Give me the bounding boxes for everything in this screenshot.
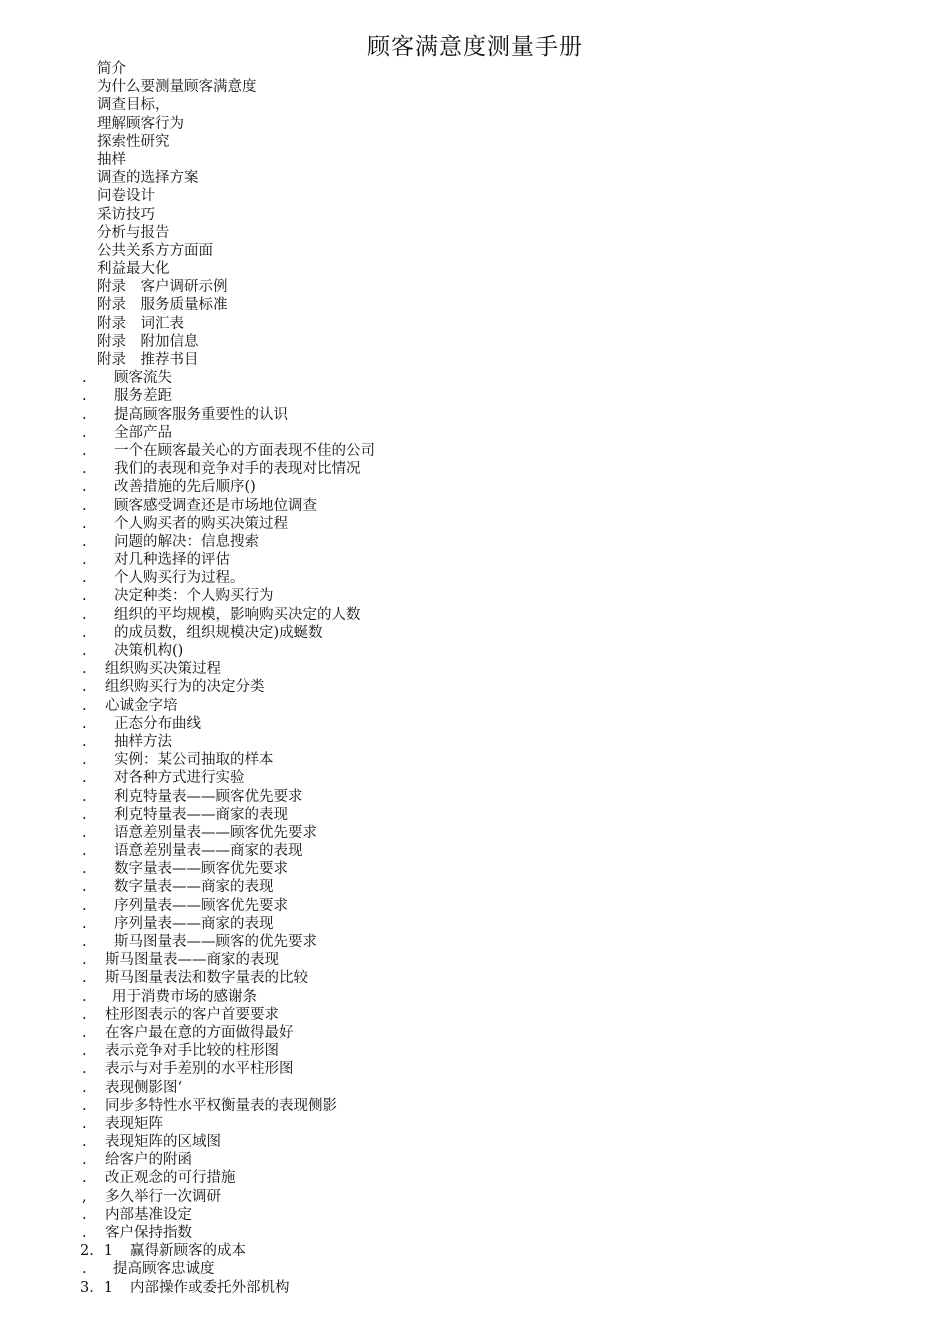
- toc-entry: [0, 897, 950, 915]
- toc-entry: [0, 478, 950, 496]
- toc-entry-text: 同步多特性水平权衡量表的表现侧影: [105, 1097, 337, 1114]
- toc-entry-marker: .: [82, 824, 87, 841]
- toc-entry: [0, 878, 950, 896]
- toc-entry-marker: .: [82, 533, 87, 550]
- toc-entry: [0, 1097, 950, 1115]
- toc-entry-text: 利益最大化: [97, 261, 170, 278]
- toc-entry: [0, 151, 950, 169]
- toc-entry: [0, 1006, 950, 1024]
- toc-entry-marker: .: [82, 861, 87, 878]
- toc-entry: [0, 296, 950, 314]
- toc-entry-text: 我们的表现和竞争对手的表现对比情况: [114, 461, 361, 478]
- toc-entry-marker: .: [82, 1024, 87, 1041]
- toc-entry: [0, 860, 950, 878]
- table-of-contents: [0, 60, 950, 1297]
- toc-entry-marker: .: [82, 515, 87, 532]
- toc-entry-text: 多久举行一次调研: [105, 1188, 221, 1205]
- toc-entry-text: 决定种类：个人购买行为: [114, 588, 274, 605]
- toc-entry-text: 调查目标，: [97, 97, 170, 114]
- toc-entry-text: 分析与报告: [97, 224, 170, 241]
- toc-entry-text: 附录 词汇表: [97, 315, 184, 332]
- toc-entry-marker: .: [82, 752, 87, 769]
- toc-entry-marker: .: [82, 661, 87, 678]
- toc-entry-text: 表示与对手差别的水平柱形图: [105, 1061, 294, 1078]
- toc-entry: [0, 1206, 950, 1224]
- toc-entry: [0, 751, 950, 769]
- toc-entry: [0, 969, 950, 987]
- toc-entry-marker: .: [82, 497, 87, 514]
- toc-entry-marker: .: [82, 1079, 87, 1096]
- toc-entry-marker: .: [82, 679, 87, 696]
- toc-entry-text: 改正观念的可行措施: [105, 1170, 236, 1187]
- toc-entry-marker: ,: [82, 1188, 87, 1205]
- toc-entry: [0, 497, 950, 515]
- toc-entry-text: 组织购买决策过程: [105, 661, 221, 678]
- toc-entry-marker: .: [82, 988, 87, 1005]
- toc-entry-text: 内部基准设定: [105, 1206, 192, 1223]
- toc-entry: [0, 460, 950, 478]
- toc-entry-text: 提高顾客忠诚度: [113, 1261, 215, 1278]
- toc-entry: [0, 1260, 950, 1278]
- toc-entry-text: 提高顾客服务重要性的认识: [114, 406, 288, 423]
- toc-entry-marker: .: [82, 1097, 87, 1114]
- toc-entry-text: 全部产品: [114, 424, 172, 441]
- toc-entry-text: 对各种方式进行实验: [114, 770, 245, 787]
- toc-entry: [0, 333, 950, 351]
- toc-entry-text: 顾客流失: [114, 370, 172, 387]
- toc-entry: [0, 1188, 950, 1206]
- toc-entry-text: 个人购买者的购买决策过程: [114, 515, 288, 532]
- toc-entry: [0, 769, 950, 787]
- toc-entry-marker: .: [82, 1061, 87, 1078]
- toc-entry-text: 数字量表——商家的表现: [114, 879, 274, 896]
- toc-entry-text: 一个在顾客最关心的方面表现不佳的公司: [114, 442, 375, 459]
- toc-entry-text: 赢得新顾客的成本: [130, 1243, 246, 1260]
- toc-entry-text: 利克特量表——商家的表现: [114, 806, 288, 823]
- toc-entry-text: 附录 服务质量标准: [97, 297, 228, 314]
- toc-entry-marker: .: [82, 952, 87, 969]
- toc-entry-text: 的成员数，组织规模决定)成蜒数: [114, 624, 323, 641]
- toc-entry: [0, 915, 950, 933]
- toc-entry-text: 改善措施的先后顺序(): [114, 479, 256, 496]
- toc-entry: [0, 115, 950, 133]
- toc-entry-text: 附录 附加信息: [97, 333, 199, 350]
- toc-entry: [0, 1151, 950, 1169]
- toc-entry: [0, 1115, 950, 1133]
- toc-entry-marker: .: [82, 697, 87, 714]
- toc-entry-marker: .: [82, 461, 87, 478]
- toc-entry: [0, 1042, 950, 1060]
- toc-entry: [0, 1079, 950, 1097]
- toc-entry: [0, 206, 950, 224]
- toc-entry-marker: .: [82, 552, 87, 569]
- toc-entry-text: 对几种选择的评估: [114, 552, 230, 569]
- toc-entry: [0, 369, 950, 387]
- toc-entry-marker: .: [82, 1152, 87, 1169]
- toc-entry-text: 公共关系方方面面: [97, 242, 213, 259]
- toc-entry: [0, 442, 950, 460]
- toc-entry: [0, 1279, 950, 1297]
- toc-entry-text: 调查的选择方案: [97, 170, 199, 187]
- toc-entry: [0, 78, 950, 96]
- toc-entry-text: 客户保持指数: [105, 1225, 192, 1241]
- toc-entry-text: 表现矩阵的区域图: [105, 1134, 221, 1151]
- toc-entry: [0, 824, 950, 842]
- toc-entry: [0, 642, 950, 660]
- toc-entry-text: 顾客感受调查还是市场地位调查: [114, 497, 317, 514]
- toc-entry: [0, 1169, 950, 1187]
- toc-entry-text: 组织的平均规模，影响购买决定的人数: [114, 606, 361, 623]
- toc-entry: [0, 224, 950, 242]
- toc-entry: [0, 660, 950, 678]
- toc-entry-marker: .: [82, 624, 87, 641]
- toc-entry-text: 附录 推荐书目: [97, 352, 199, 368]
- toc-entry-text: 表现矩阵: [105, 1115, 163, 1132]
- toc-entry-marker: .: [82, 843, 87, 860]
- toc-entry: [0, 351, 950, 369]
- toc-entry: [0, 533, 950, 551]
- toc-entry: [0, 551, 950, 569]
- toc-entry-marker: .: [82, 770, 87, 787]
- toc-entry-text: 斯马图量表——顾客的优先要求: [114, 934, 317, 950]
- toc-entry-text: 抽样方法: [114, 733, 172, 750]
- toc-entry-text: 正态分布曲线: [114, 715, 201, 732]
- toc-entry-text: 心诚金字培: [105, 697, 178, 714]
- toc-entry: [0, 60, 950, 78]
- toc-entry-text: 为什么要测量顾客满意度: [97, 79, 257, 96]
- toc-entry: [0, 1024, 950, 1042]
- toc-entry-marker: .: [82, 606, 87, 623]
- toc-entry: [0, 951, 950, 969]
- toc-entry-marker: .: [82, 934, 87, 950]
- document-title: 顾客满意度测量手册: [367, 34, 583, 60]
- toc-entry-text: 附录 客户调研示例: [97, 279, 228, 296]
- toc-entry-marker: .: [82, 424, 87, 441]
- toc-entry-text: 序列量表——商家的表现: [114, 915, 274, 932]
- toc-entry-marker: .: [82, 442, 87, 459]
- toc-entry: [0, 1224, 950, 1242]
- toc-entry-marker: .: [82, 1006, 87, 1023]
- toc-entry: [0, 933, 950, 951]
- toc-entry-text: 语意差别量表——顾客优先要求: [114, 824, 317, 841]
- toc-entry: [0, 842, 950, 860]
- toc-entry-text: 组织购买行为的决定分类: [105, 679, 265, 696]
- toc-entry: [0, 788, 950, 806]
- toc-entry-text: 决策机构(): [114, 643, 184, 659]
- toc-entry-text: 内部操作或委托外部机构: [130, 1279, 290, 1296]
- toc-entry: [0, 715, 950, 733]
- toc-entry-marker: .: [82, 588, 87, 605]
- toc-entry-marker: .: [82, 897, 87, 914]
- toc-entry: [0, 1133, 950, 1151]
- toc-entry-marker: .: [82, 1043, 87, 1060]
- toc-entry-marker: .: [82, 643, 87, 659]
- toc-entry-text: 在客户最在意的方面做得最好: [105, 1024, 294, 1041]
- toc-entry: [0, 624, 950, 642]
- toc-entry: [0, 133, 950, 151]
- toc-entry-marker: .: [82, 1261, 87, 1278]
- toc-entry: [0, 569, 950, 587]
- toc-entry-text: 利克特量表——顾客优先要求: [114, 788, 303, 805]
- toc-entry-text: 语意差别量表——商家的表现: [114, 843, 303, 860]
- toc-entry: [0, 242, 950, 260]
- toc-entry-marker: 3．1: [80, 1279, 113, 1296]
- toc-entry: [0, 260, 950, 278]
- toc-entry-marker: .: [82, 479, 87, 496]
- toc-entry-text: 用于消费市场的感谢条: [112, 988, 257, 1005]
- toc-entry-marker: 2．1: [80, 1243, 113, 1260]
- toc-entry-text: 表现侧影图‘: [105, 1079, 183, 1096]
- toc-entry: [0, 1242, 950, 1260]
- toc-entry-text: 斯马图量表——商家的表现: [105, 952, 279, 969]
- toc-entry-text: 个人购买行为过程。: [114, 570, 245, 587]
- toc-entry: [0, 278, 950, 296]
- toc-entry-marker: .: [82, 806, 87, 823]
- toc-entry: [0, 187, 950, 205]
- toc-entry-text: 柱形图表示的客户首要要求: [105, 1006, 279, 1023]
- toc-entry: [0, 988, 950, 1006]
- toc-entry: [0, 697, 950, 715]
- toc-entry: [0, 96, 950, 114]
- toc-entry-text: 实例：某公司抽取的样本: [114, 752, 274, 769]
- toc-entry-text: 数字量表——顾客优先要求: [114, 861, 288, 878]
- toc-entry: [0, 406, 950, 424]
- toc-entry-text: 服务差距: [114, 388, 172, 405]
- toc-entry: [0, 733, 950, 751]
- toc-entry-marker: .: [82, 970, 87, 987]
- toc-entry: [0, 806, 950, 824]
- toc-entry-marker: .: [82, 788, 87, 805]
- toc-entry: [0, 606, 950, 624]
- toc-entry-text: 序列量表——顾客优先要求: [114, 897, 288, 914]
- toc-entry-marker: .: [82, 1170, 87, 1187]
- toc-entry: [0, 515, 950, 533]
- toc-entry-marker: .: [82, 388, 87, 405]
- toc-entry-marker: .: [82, 1206, 87, 1223]
- toc-entry: [0, 424, 950, 442]
- toc-entry-marker: .: [82, 733, 87, 750]
- toc-entry-marker: .: [82, 1134, 87, 1151]
- toc-entry-text: 给客户的附函: [105, 1152, 192, 1169]
- toc-entry-marker: .: [82, 879, 87, 896]
- toc-entry-text: 理解顾客行为: [97, 115, 184, 132]
- toc-entry-text: 采访技巧: [97, 206, 155, 223]
- toc-entry-marker: .: [82, 370, 87, 387]
- toc-entry-text: 抽样: [97, 151, 126, 168]
- toc-entry: [0, 315, 950, 333]
- toc-entry-marker: .: [82, 915, 87, 932]
- toc-entry: [0, 587, 950, 605]
- toc-entry-marker: .: [82, 570, 87, 587]
- toc-entry-text: 问卷设计: [97, 188, 155, 205]
- toc-entry-text: 探索性研究: [97, 133, 170, 150]
- toc-entry-marker: .: [82, 715, 87, 732]
- toc-entry: [0, 169, 950, 187]
- toc-entry: [0, 387, 950, 405]
- toc-entry-text: 表示竞争对手比较的柱形图: [105, 1043, 279, 1060]
- toc-entry-marker: .: [82, 1225, 87, 1241]
- toc-entry-text: 问题的解决：信息搜索: [114, 533, 259, 550]
- toc-entry-marker: .: [82, 1115, 87, 1132]
- toc-entry-text: 斯马图量表法和数字量表的比较: [105, 970, 308, 987]
- toc-entry-text: 简介: [97, 61, 126, 77]
- toc-entry-marker: .: [82, 406, 87, 423]
- toc-entry: [0, 1060, 950, 1078]
- toc-entry: [0, 678, 950, 696]
